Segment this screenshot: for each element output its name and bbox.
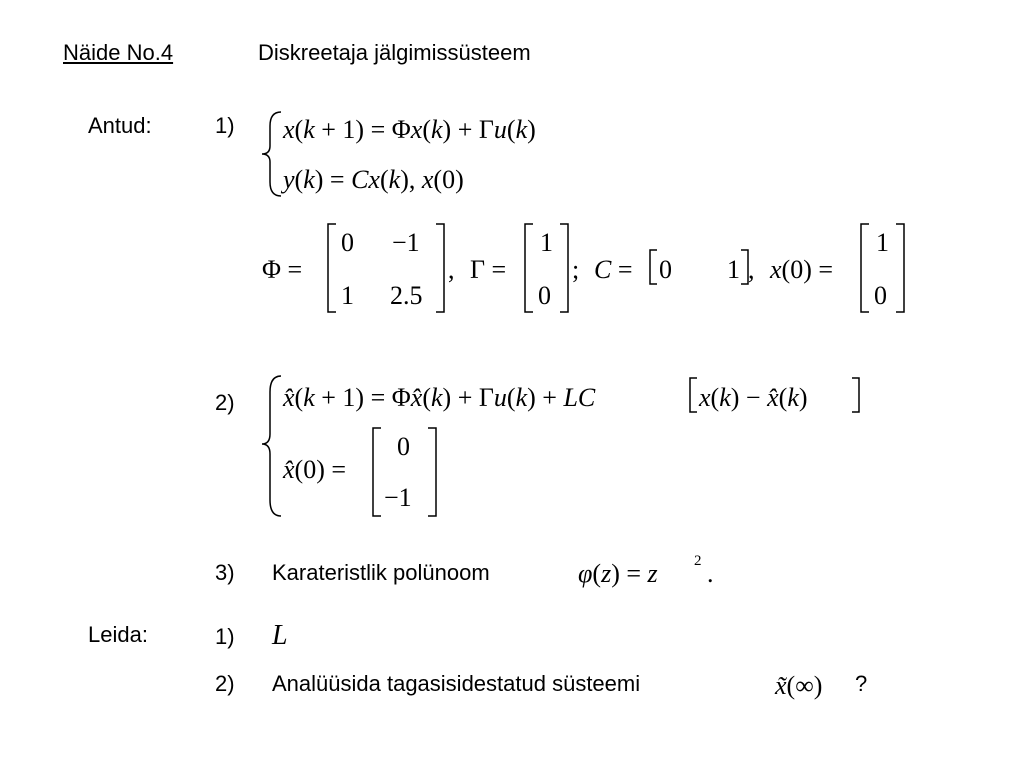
observer-equation: x̂(k + 1) = Φx̂(k) + Γu(k) + LC <box>283 383 596 412</box>
given-item-3-number: 3) <box>215 560 235 585</box>
x0-cell-2: 0 <box>874 281 887 310</box>
gamma-cell-2: 0 <box>538 281 551 310</box>
example-title: Diskreetaja jälgimissüsteem <box>258 40 531 65</box>
semicolon: ; <box>572 255 580 284</box>
comma: , <box>448 255 455 284</box>
observer-error-term: x(k) − x̂(k) <box>699 383 808 412</box>
gamma-symbol: Γ = <box>470 255 507 284</box>
characteristic-polynomial-label: Karateristlik polünoom <box>272 560 490 585</box>
c-cell-2: 1 <box>727 255 740 284</box>
find-question-mark: ? <box>855 671 868 696</box>
given-item-2-number: 2) <box>215 390 235 415</box>
example-number: Näide No.4 <box>63 40 174 65</box>
polynomial-exponent: 2 <box>694 553 702 569</box>
gamma-cell-1: 1 <box>540 228 553 257</box>
x-tilde-symbol: x̃(∞) <box>775 671 823 700</box>
polynomial-equation: φ(z) = z <box>578 559 658 588</box>
state-equation: x(k + 1) = Φx(k) + Γu(k) <box>283 115 536 144</box>
x0-symbol: x(0) = <box>770 255 834 284</box>
output-equation: y(k) = Cx(k), x(0) <box>283 165 464 194</box>
phi-symbol: Φ = <box>262 255 303 284</box>
c-cell-1: 0 <box>659 255 672 284</box>
observer-initial-state: x̂(0) = <box>283 455 347 484</box>
xhat0-cell-1: 0 <box>397 432 410 461</box>
find-item-2-number: 2) <box>215 671 235 696</box>
phi-cell-11: 0 <box>341 228 354 257</box>
given-item-1-number: 1) <box>215 113 235 138</box>
xhat0-cell-2: −1 <box>384 483 412 512</box>
find-item-1-number: 1) <box>215 624 235 649</box>
find-observer-gain-symbol: L <box>272 620 288 651</box>
given-label: Antud: <box>88 113 152 138</box>
phi-cell-21: 1 <box>341 281 354 310</box>
polynomial-period: . <box>707 559 714 588</box>
x0-cell-1: 1 <box>876 228 889 257</box>
find-label: Leida: <box>88 622 148 647</box>
phi-cell-22: 2.5 <box>390 281 423 310</box>
phi-cell-12: −1 <box>392 228 420 257</box>
find-item-2-text: Analüüsida tagasisidestatud süsteemi <box>272 671 641 696</box>
comma: , <box>748 255 755 284</box>
c-symbol: C = <box>594 255 633 284</box>
